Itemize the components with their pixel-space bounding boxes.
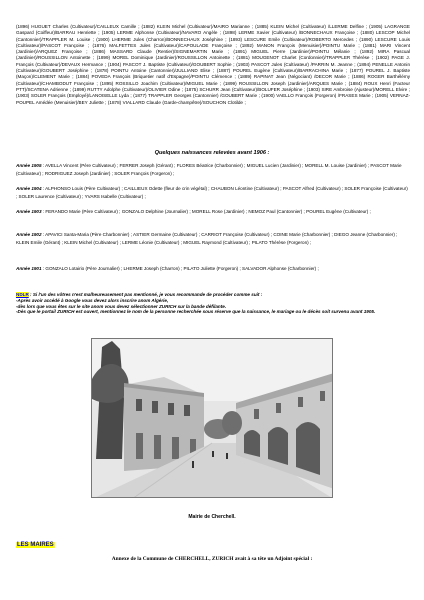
year-label: Année 1905 — [16, 163, 42, 168]
ndlr-intro: : Si l'un des vôtres n'est malheureusement pas mentionné, je vous recommande de procéder comme suit : — [30, 292, 263, 297]
ndlr-label: NDLR — [16, 292, 29, 297]
births-section-title: Quelques naissances relevées avant 1906 : — [154, 150, 270, 156]
ndlr-step: -Après avoir accédé à Google vous devez alors inscrire anom Algérie, — [16, 297, 169, 303]
ndlr-step: -dès lors que vous êtes sur le site anom vous devez sélectionner ZURICH sur la bande défilante. — [16, 303, 227, 309]
photo-caption: Mairie de Cherchell. — [188, 514, 236, 520]
year-births: : FERANDO Marie (Père Cultivateur) ; GONZALO Delphine (Journalier) ; MORELL Rose (Jardinier) ; NEMOZ Paul (Cantonnier) ; POUREL Eugène (Cultivateur) ; — [42, 209, 371, 214]
year-entry-1905 — [16, 162, 410, 177]
year-label: Année 1904 — [16, 186, 42, 191]
year-entry-1903 — [16, 208, 410, 216]
year-births: : GONZALO Lotairio (Père Journalier) ; LHERME Joseph (Charron) ; PILATO Juliette (Forgeron) ; SALVADOR Alphonse (Charbonnier) ; — [42, 266, 319, 271]
mairie-photo-drawing — [92, 339, 333, 498]
year-label: Année 1901 — [16, 266, 42, 271]
annexe-line: Annexe de la Commune de CHERCHELL, ZURICH avait à sa tête un Adjoint spécial : — [111, 556, 313, 562]
year-births: : ALPHONSO Louis (Père Cultivateur) ; CAILLIEUX Odette (fleur de crin végétal) ; CHAUBON Léontine (Cultivateur) ; PASCOT Alfred (Cultivateur) ; SOLER Françoise (Cultivateur) ; SOLER Laurence (Cultivateur) ; YVARS Isabelle (Cultivateur) ; — [16, 186, 408, 199]
year-label: Année 1903 — [16, 209, 42, 214]
year-entry-1904 — [16, 185, 410, 200]
year-entry-1901 — [16, 265, 410, 273]
year-births: : APAVICI Santa-Maria (Père Charbonnier) ; ASTIER Germaine (Cultivateur) ; CARRIOT Françoise (Cultivateur) ; COINE Marie (Charbonnier) ; DIEGO Jeanne (Charbonnier) ; KLEIN Emile (Gérant) ; KLEIN Michel (Cultivateur) ; LERME Léonie (Cultivateur) ; MIGUEL Raymond (Cultivateur) ; PILATO Thérèse (Forgeron) ; — [16, 232, 398, 245]
ndlr-step: -Dès que le portail ZURICH est ouvert, mentionnez le nom de la personne recherchée sous réserve que la naissance, le mariage ou le décès soit survenu avant 1905. — [16, 309, 376, 315]
year-entry-1902 — [16, 231, 410, 246]
marriages-paragraph: (1896) HUGUET Charles (Cultivateur)/CAILLEUX Camille ; (1882) KLEIN Michel (Cultivateur)/MAIRO Marianne ; (1885) KLEIN Michel (Cultivateur) /LLERME Delfine ; (1905) LAGRANGE Gaspard (Coiffeur)/BARRAU Henriette ; (1905) LERME Alphonse (Cultivateur)/NAVARO Angèle ; (1898) LERME Xavier (Cultivateur) /BONNECHAUX Françoise ; (1880) LESCOP Michel (Cantonnier)/TRAPPLER M. Louise ; (1900) LHERME Jules (Charron)/BONNECHAUX Joséphine ; (1893) LESCURE Emile (Cultivateur)/ROBERTO Mercedes ; (1890) LESCURE Louis (Cultivateur)/PASCOT Françoise ; (1876) MALFETTES Jules (Cultivateur)/CAPOULADE Françoise ; (1892) MANON François (Menuisier)/POINTU Marie ; (1881) MARI Vincent (Jardinier)/ARQUEZ Françoise ; (1886) MASSARD Claude (Rentier)/SIGNEMARTIN Marie ; (1891) MIGUEL Pierre (Jardinier)/POINTU Mélanie ; (1892) MIRA Pascual (Jardinier)/ROUSSILLON Antoinette ; (1899) MOREL Dominique (Jardinier)/ROUSSILLON Antoinette ; (1881) MOUGENOT Charlet (Cordonnier)/TRAPPLER Thérèse ; (1902) PAGE J. François (Cultivateur)/DEVAUX Hermance ; (1904) PASCOT J. Baptiste (Cultivateur)/GOUBERT Sophie ; (1903) PASCOT Jules (Cultivateur) /PARRIN M. Jeanne ; (1894) PENELLE Antonin (Cultivateur)/GOUBERT Joséphine ; (1878) POINTU Antoine (Cantonnier)/JULLIAND Elise ; (1887) POUREL Eugène (Cultivateur)/BARRACHINA Marie ; (1877) POUREL J. Baptiste (Maçon)/CLEMENT Marie ; (1884) POVEDA François (Briquetier natif d'Espagne)/POINTU Clémence ; (1889) RAPINAT Jean (Négociant) /DECOR Marie ; (1886) ROGER Barthélémy (Cultivateur)/CHAMBODUT Françoise ; (1895) ROSSILLO Joachim (Cultivateur)/MIGUEL Marie ; (1899) ROUSSILLON Joseph (Jardinier)/ARQUES Marie ; (1884) ROUX Henri (Facteur PTT)/SCATENA Adrienne ; (1899) RUTTY Adolphe (Cultivateur)/OLIVIER Odine ; (1875) SCHURR Jean (Cultivateur)/BOLUFER Joséphine ; (1903) SIRE Ambroise (Ajusteur)/MORELL Elvire ; (1903) SOLER François (Employé)/LANOISELLE Lyda ; (1877) TRAPPLER Georges (Cantonnier) /GOUBERT Marie ; (1900) VAELLO François (Forgeron) /FRASES Marie ; (1905) VERNAZ-POUPEL Amédée (Menuisier)/BEY Juliette ; (1878) VIALLARD Claude (Garde-champêtre)/SOUCHON Clotilde ; — [16, 24, 410, 105]
year-births: : AVELLA Vincent (Père Cultivateur) ; FERRER Joseph (Gérant) ; FLORES Béatrice (Charbonnier) ; MIGUEL Lucien (Jardinier) ; MORELL M. Louise (Jardinier) ; PASCOT Marie (Cultivateur) ; RODRIGUEZ Joseph (Jardinier) ; SOLER François (Forgeron) ; — [16, 163, 402, 176]
year-label: Année 1902 — [16, 232, 42, 237]
ndlr-note — [16, 292, 410, 315]
mairie-photo — [91, 338, 333, 498]
les-maires-heading: LES MAIRES — [17, 542, 54, 548]
